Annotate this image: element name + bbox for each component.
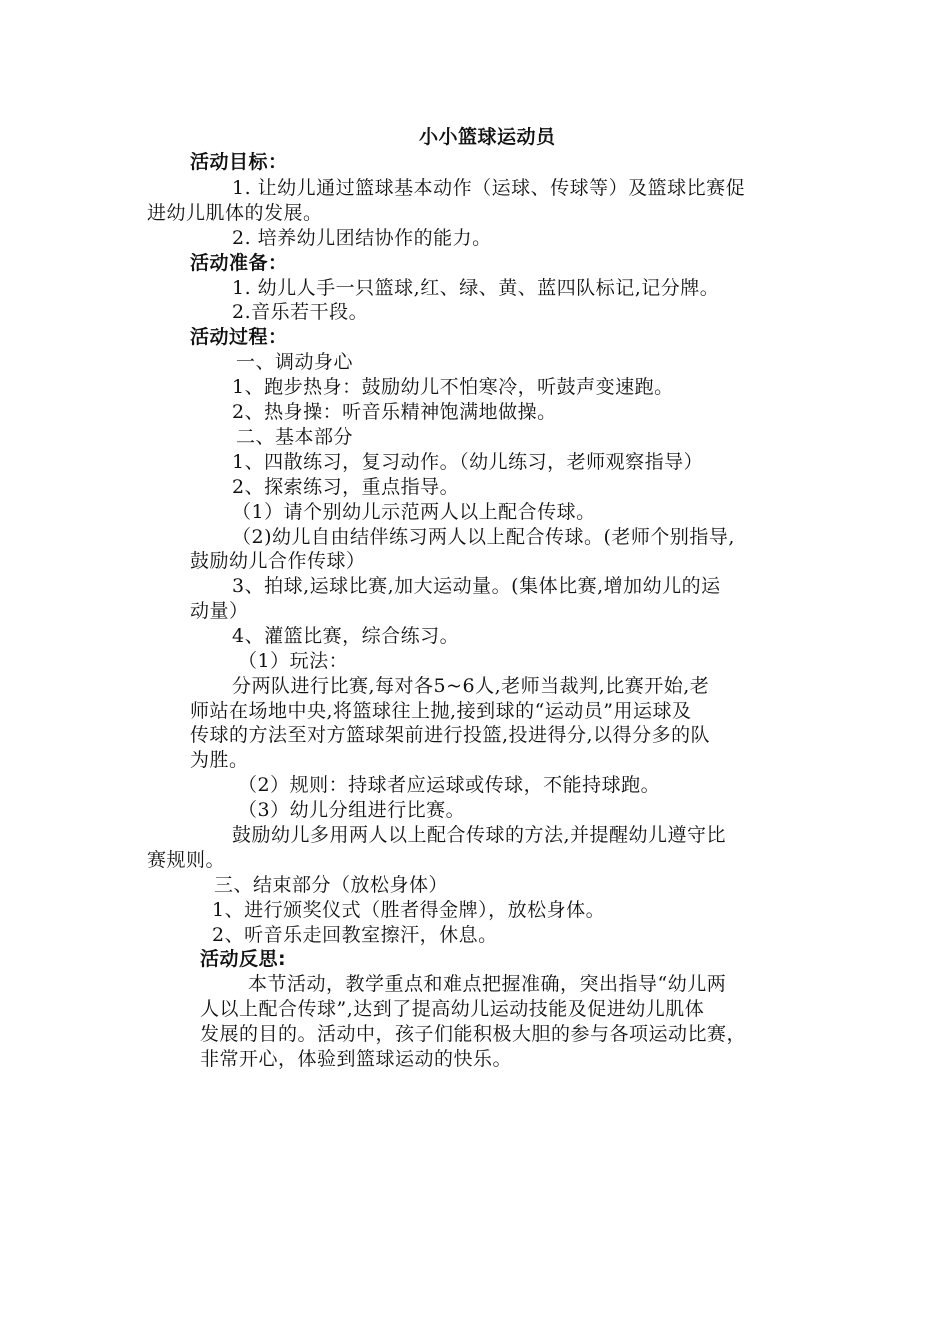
play-rules-line1: 分两队进行比赛,每对各5~6人,老师当裁判,比赛开始,老 xyxy=(232,675,710,697)
process-section2-item2-a: （1）请个别幼儿示范两人以上配合传球。 xyxy=(232,501,596,523)
process-section2-item4-c: （3）幼儿分组进行比赛。 xyxy=(238,799,466,821)
process-section1-item1: 1、跑步热身：鼓励幼儿不怕寒冷，听鼓声变速跑。 xyxy=(232,376,674,398)
process-section2-item1: 1、四散练习，复习动作。（幼儿练习，老师观察指导） xyxy=(232,451,704,473)
process-section2-item2-b-line1: （2)幼儿自由结伴练习两人以上配合传球。(老师个别指导, xyxy=(232,526,735,548)
encourage-line1: 鼓励幼儿多用两人以上配合传球的方法,并提醒幼儿遵守比 xyxy=(232,824,727,846)
process-section2-item3-line2: 动量） xyxy=(190,600,249,622)
process-section2-item3-line1: 3、拍球,运球比赛,加大运动量。(集体比赛,增加幼儿的运 xyxy=(232,575,721,597)
process-section2-title: 二、基本部分 xyxy=(236,426,354,448)
process-section3-item2: 2、听音乐走回教室擦汗，休息。 xyxy=(212,924,498,946)
page-title: 小小篮球运动员 xyxy=(419,126,556,148)
reflection-heading: 活动反思: xyxy=(200,948,287,970)
reflection-line1: 本节活动，教学重点和难点把握准确，突出指导“幼儿两 xyxy=(248,973,727,995)
goals-item1-line1: 1. 让幼儿通过篮球基本动作（运球、传球等）及篮球比赛促 xyxy=(232,177,746,199)
reflection-line4: 非常开心，体验到篮球运动的快乐。 xyxy=(200,1048,513,1070)
process-section1-item2: 2、热身操：听音乐精神饱满地做操。 xyxy=(232,401,557,423)
play-rules-line2: 师站在场地中央,将篮球往上抛,接到球的“运动员”用运球及 xyxy=(190,700,692,722)
process-section3-item1: 1、进行颁奖仪式（胜者得金牌），放松身体。 xyxy=(212,899,606,921)
process-section3-title: 三、结束部分（放松身体） xyxy=(214,874,449,896)
prep-item2: 2.音乐若干段。 xyxy=(232,301,369,323)
process-section1-title: 一、调动身心 xyxy=(236,351,354,373)
process-section2-item4: 4、灌篮比赛，综合练习。 xyxy=(232,625,460,647)
process-section2-item4-a: （1）玩法： xyxy=(238,650,349,672)
reflection-line3: 发展的目的。活动中，孩子们能积极大胆的参与各项运动比赛， xyxy=(200,1023,747,1045)
play-rules-line3: 传球的方法至对方篮球架前进行投篮,投进得分,以得分多的队 xyxy=(190,724,711,746)
prep-heading: 活动准备： xyxy=(190,252,288,274)
play-rules-line4: 为胜。 xyxy=(190,749,249,771)
process-section2-item2: 2、探索练习，重点指导。 xyxy=(232,476,460,498)
process-heading: 活动过程： xyxy=(190,326,288,348)
reflection-line2: 人以上配合传球”,达到了提高幼儿运动技能及促进幼儿肌体 xyxy=(200,998,705,1020)
encourage-line2: 赛规则。 xyxy=(147,849,226,871)
goals-item1-line2: 进幼儿肌体的发展。 xyxy=(147,202,323,224)
process-section2-item4-b: （2）规则：持球者应运球或传球，不能持球跑。 xyxy=(238,774,661,796)
process-section2-item2-b-line2: 鼓励幼儿合作传球） xyxy=(190,550,366,572)
goals-item2: 2. 培养幼儿团结协作的能力。 xyxy=(232,227,492,249)
prep-item1: 1. 幼儿人手一只篮球,红、绿、黄、蓝四队标记,记分牌。 xyxy=(232,277,720,299)
goals-heading: 活动目标： xyxy=(190,151,288,173)
